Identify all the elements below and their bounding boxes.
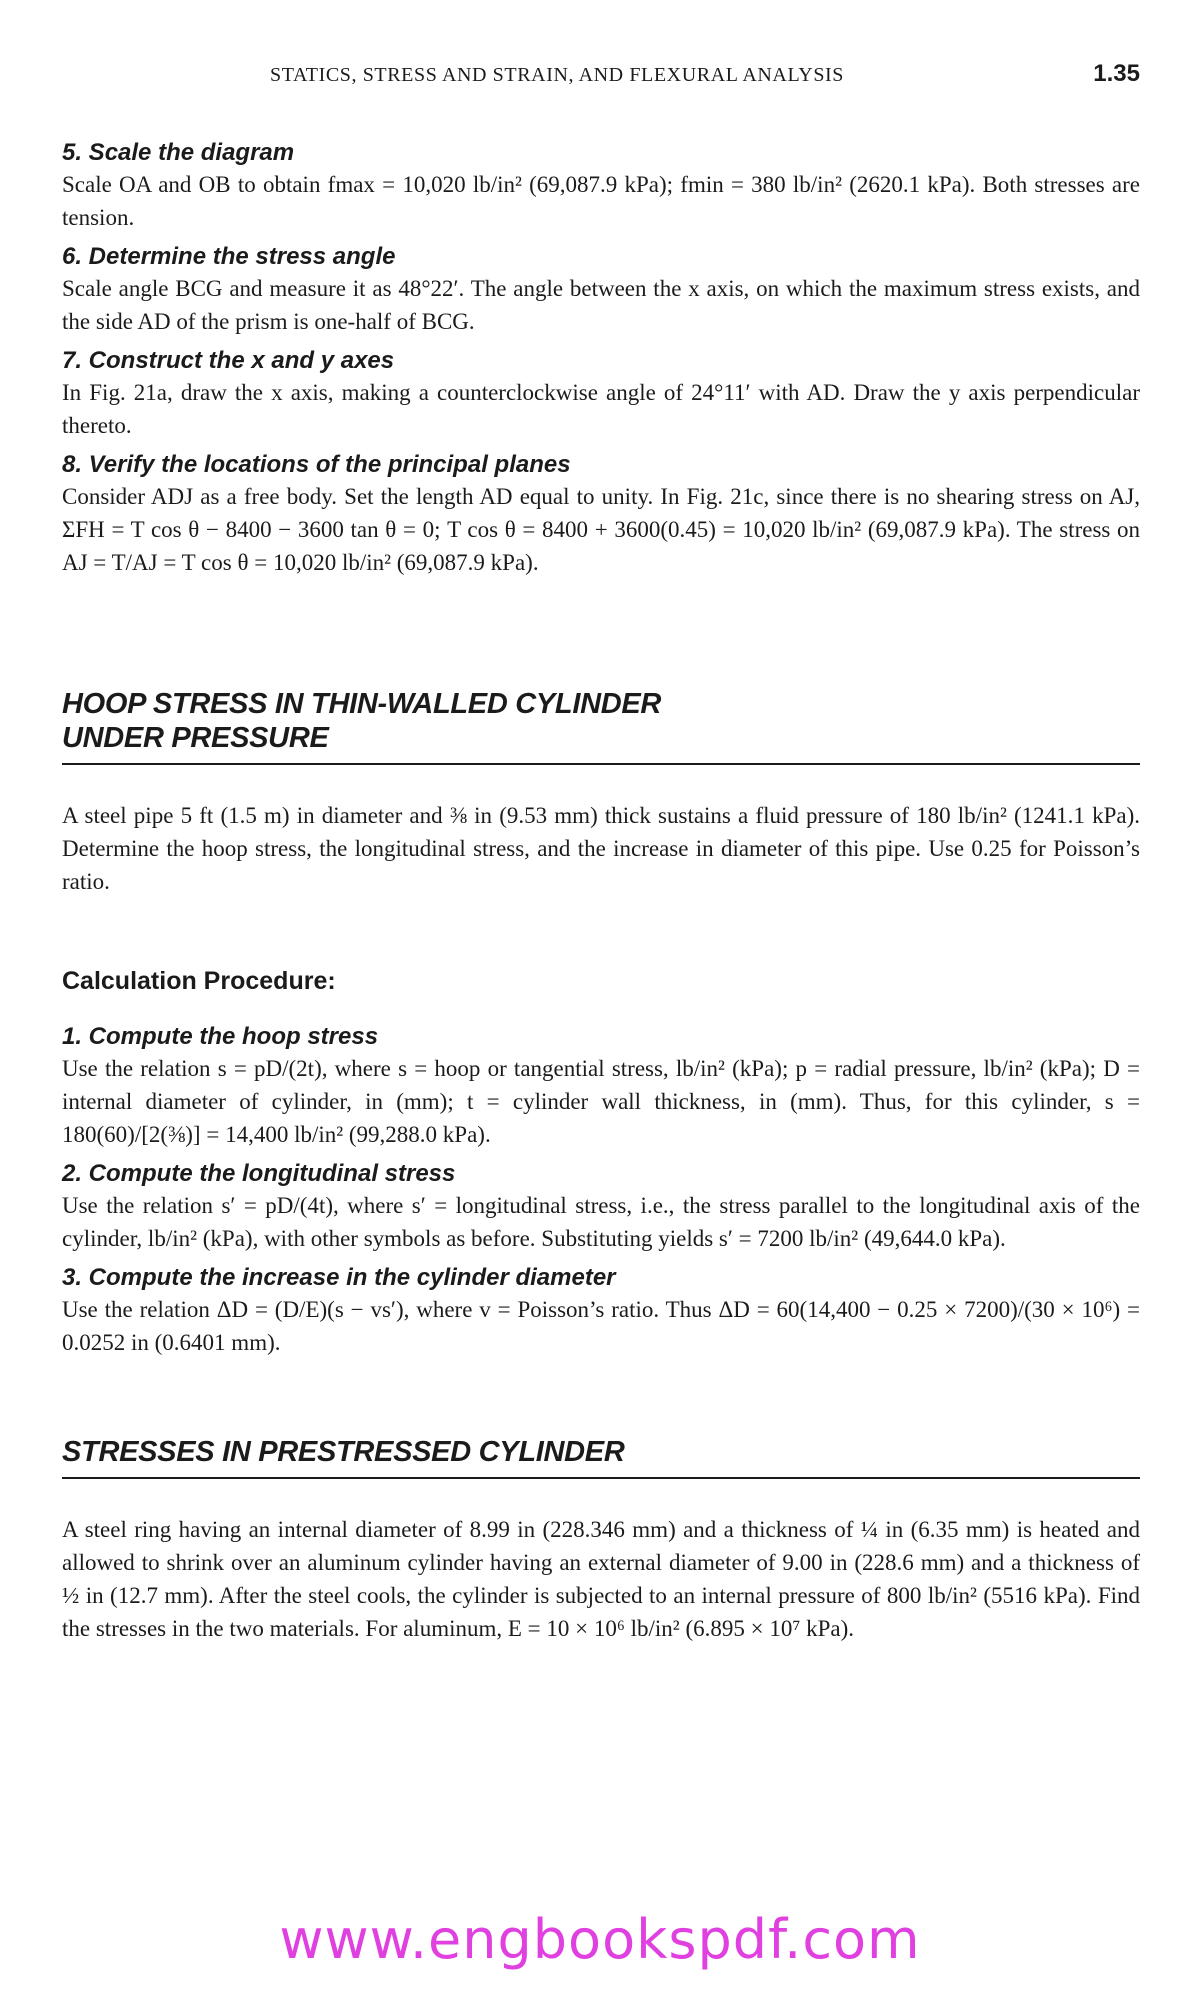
spacer [62, 1479, 1140, 1513]
section-title [62, 687, 1140, 765]
step-text: Use the relation ΔD = (D/E)(s − vs′), where v = Poisson’s ratio. Thus ΔD = 60(14,400 − 0.25 × 7200)/(30 × 10⁶) = 0.0252 in (0.6401 mm). [62, 1297, 1140, 1355]
step-title: 8. Verify the locations of the principal planes [62, 451, 571, 478]
spacer [62, 587, 1140, 687]
step-title: 5. Scale the diagram [62, 139, 295, 166]
step-6 [62, 242, 1140, 338]
step-title: 7. Construct the x and y axes [62, 347, 395, 374]
section-title-line-1: HOOP STRESS IN THIN-WALLED CYLINDER [62, 688, 662, 720]
page-content [62, 138, 1140, 1653]
spacer [62, 1367, 1140, 1435]
step-text: Use the relation s = pD/(2t), where s = hoop or tangential stress, lb/in² (kPa); p = radial pressure, lb/in² (kPa); D = internal diameter of cylinder, in (mm); t = cylinder wall thickness, in (mm). Thus, for this cylinder, s = 180(60)/[2(⅜)] = 14,400 lb/in² (99,288.0 kPa). [62, 1056, 1140, 1147]
step-text: Consider ADJ as a free body. Set the length AD equal to unity. In Fig. 21c, since there is no shearing stress on AJ, ΣFH = T cos θ − 8400 − 3600 tan θ = 0; T cos θ = 8400 + 3600(0.45) = 10,020 lb/in² (69,087.9 kPa). The stress on AJ = T/AJ = T cos θ = 10,020 lb/in² (69,087.9 kPa). [62, 484, 1140, 575]
step-title: 6. Determine the stress angle [62, 243, 396, 270]
running-head: STATICS, STRESS AND STRAIN, AND FLEXURAL ANALYSIS [270, 64, 845, 86]
problem-statement: A steel pipe 5 ft (1.5 m) in diameter and ⅜ in (9.53 mm) thick sustains a fluid pressure of 180 lb/in² (1241.1 kPa). Determine the hoop stress, the longitudinal stress, and the increase in diameter of this pipe. Use 0.25 for Poisson’s ratio. [62, 803, 1140, 894]
step-text: Scale angle BCG and measure it as 48°22′. The angle between the x axis, on which the maximum stress exists, and the side AD of the prism is one-half of BCG. [62, 276, 1140, 334]
hoop-step-3 [62, 1263, 1140, 1359]
section-title: STRESSES IN PRESTRESSED CYLINDER [62, 1435, 1140, 1479]
step-5 [62, 138, 1140, 234]
hoop-stress-section [62, 687, 1140, 1359]
page-number: 1.35 [1093, 60, 1140, 87]
step-text: Scale OA and OB to obtain fmax = 10,020 lb/in² (69,087.9 kPa); fmin = 380 lb/in² (2620.1 kPa). Both stresses are tension. [62, 172, 1140, 230]
step-7 [62, 346, 1140, 442]
hoop-step-2 [62, 1159, 1140, 1255]
prestressed-cylinder-section [62, 1435, 1140, 1645]
step-8 [62, 450, 1140, 579]
page-header [270, 62, 1140, 92]
section-title-line-2: UNDER PRESSURE [62, 722, 329, 754]
hoop-step-1 [62, 1022, 1140, 1151]
spacer [62, 765, 1140, 799]
step-text: In Fig. 21a, draw the x axis, making a counterclockwise angle of 24°11′ with AD. Draw the y axis perpendicular thereto. [62, 380, 1140, 438]
step-text: Use the relation s′ = pD/(4t), where s′ = longitudinal stress, i.e., the stress parallel to the longitudinal axis of the cylinder, lb/in² (kPa), with other symbols as before. Substituting yields s′ = 7200 lb/in² (49,644.0 kPa). [62, 1193, 1140, 1251]
procedure-label: Calculation Procedure: [62, 967, 336, 995]
spacer [62, 906, 1140, 966]
spacer [62, 996, 1140, 1022]
step-title: 2. Compute the longitudinal stress [62, 1160, 456, 1187]
step-title: 3. Compute the increase in the cylinder diameter [62, 1264, 616, 1291]
watermark-url: www.engbookspdf.com [279, 1908, 921, 1971]
problem-statement: A steel ring having an internal diameter of 8.99 in (228.346 mm) and a thickness of ¼ in (6.35 mm) is heated and allowed to shrink over an aluminum cylinder having an external diameter of 9.00 in (228.6 mm) and a thickness of ½ in (12.7 mm). After the steel cools, the cylinder is subjected to an internal pressure of 800 lb/in² (5516 kPa). Find the stresses in the two materials. For aluminum, E = 10 × 10⁶ lb/in² (6.895 × 10⁷ kPa). [62, 1517, 1140, 1641]
step-title: 1. Compute the hoop stress [62, 1023, 379, 1050]
